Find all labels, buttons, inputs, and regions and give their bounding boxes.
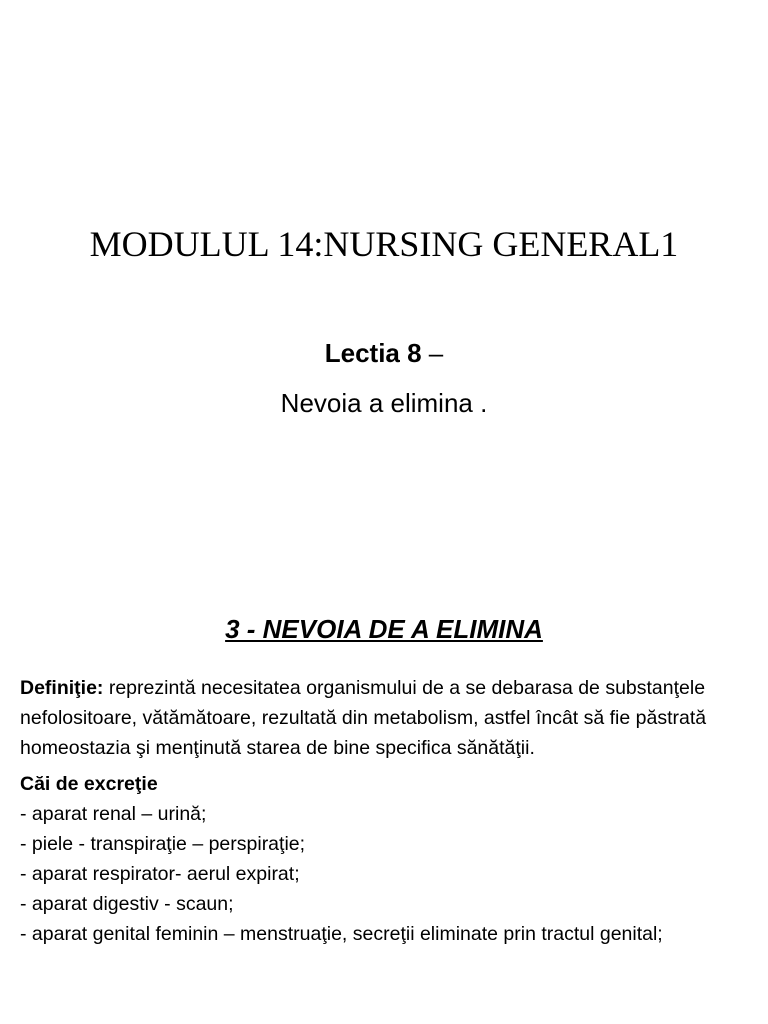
section-title: 3 - NEVOIA DE A ELIMINA <box>225 614 543 644</box>
lesson-label: Lectia 8 <box>324 338 422 368</box>
list-item: - piele - transpiraţie – perspiraţie; <box>20 833 306 855</box>
definition-paragraph <box>20 673 760 763</box>
list-item: - aparat genital feminin – menstruaţie, secreţii eliminate prin tractul genital; <box>20 923 663 945</box>
module-title: MODULUL 14:NURSING GENERAL1 <box>89 224 679 264</box>
definition-text: reprezintă necesitatea organismului de a se debarasa de substanţele nefolositoare, vătămătoare, rezultată din metabolism, astfel încât să fie păstrată homeostazia şi menţinută starea de bine specifica sănătăţii. <box>20 677 707 759</box>
lesson-subtitle: Nevoia a elimina . <box>280 388 488 418</box>
excretion-heading: Căi de excreţie <box>20 773 158 795</box>
lesson-heading <box>0 336 768 370</box>
list-item: - aparat renal – urină; <box>20 803 207 825</box>
list-item: - aparat respirator- aerul expirat; <box>20 863 300 885</box>
lesson-dash: – <box>421 338 444 368</box>
definition-label: Definiţie: <box>20 677 104 699</box>
list-item: - aparat digestiv - scaun; <box>20 893 234 915</box>
section-body <box>20 673 760 949</box>
